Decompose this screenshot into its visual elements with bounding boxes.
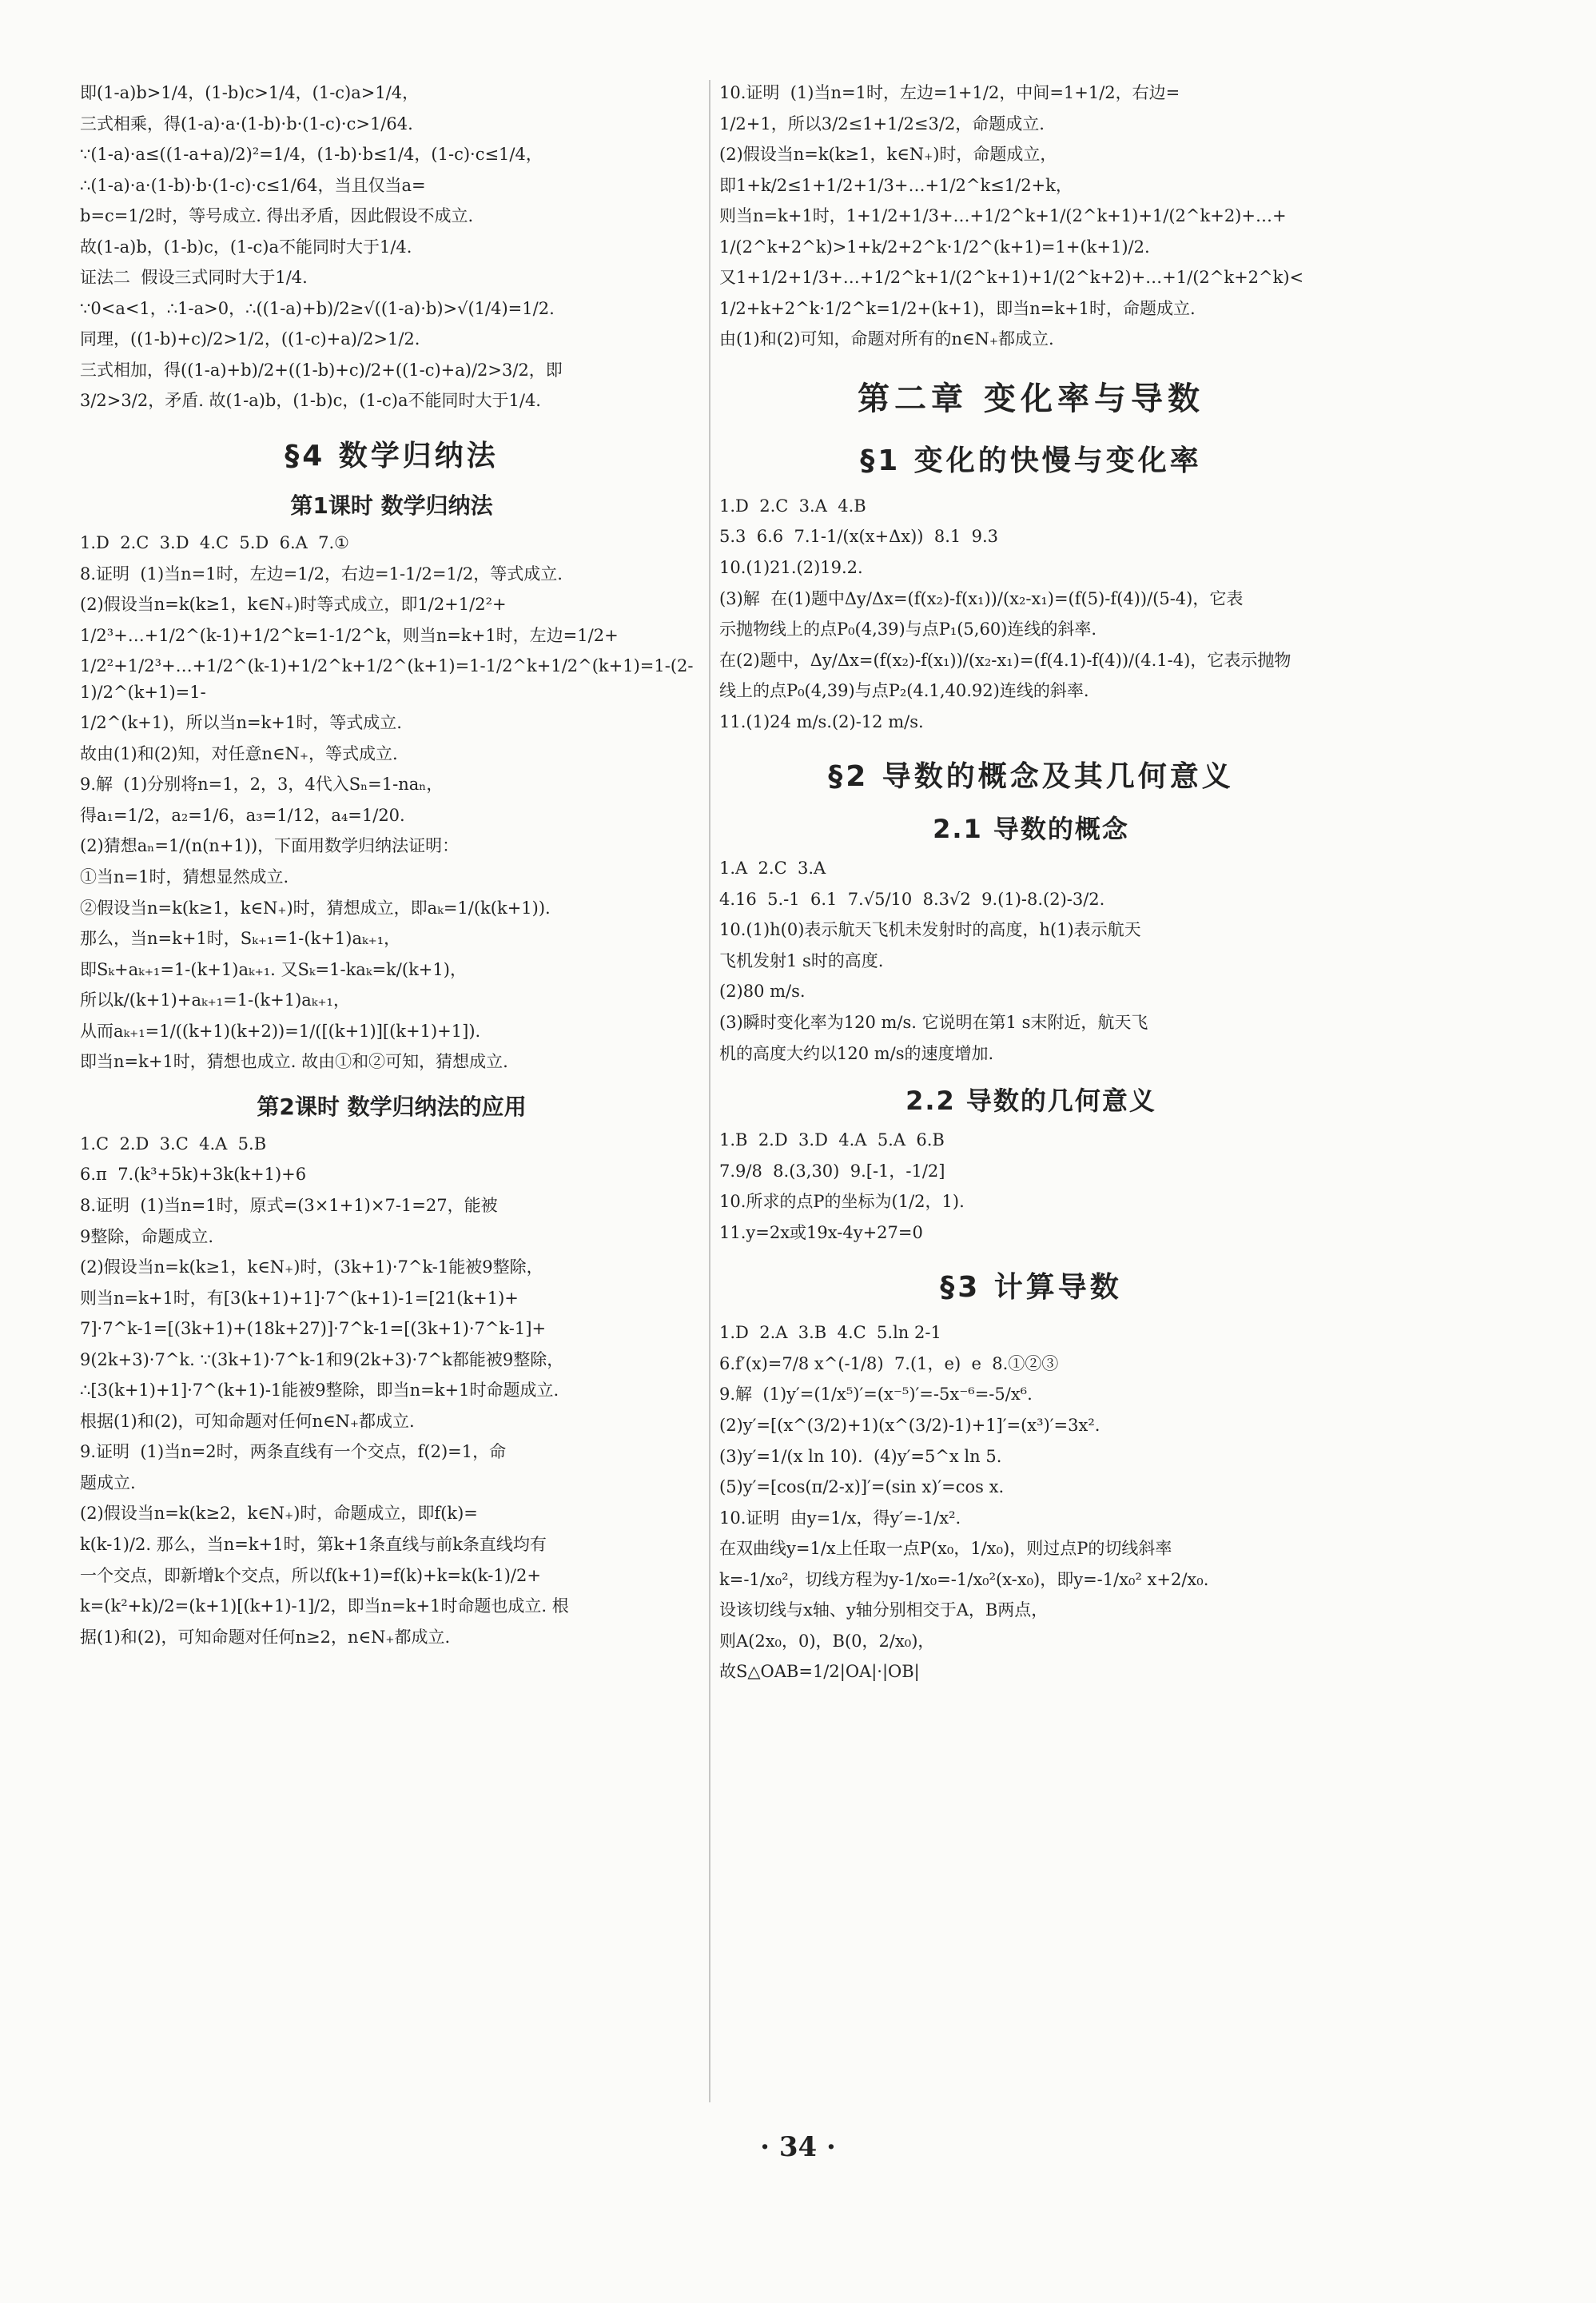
text-line: 设该切线与x轴、y轴分别相交于A，B两点， [719, 1600, 1049, 1620]
text-line: ∵0<a<1，∴1-a>0，∴((1-a)+b)/2≥√((1-a)·b)>√(1/4)=1/2. [80, 298, 555, 318]
subsection-heading: 2.2 导数的几何意义 [905, 1086, 1156, 1117]
text-line: 1/2³+…+1/2^(k-1)+1/2^k=1-1/2^k，则当n=k+1时，左边=1/2+ [80, 625, 619, 645]
text-line: 1.D 2.C 3.D 4.C 5.D 6.A 7.① [80, 533, 349, 553]
text-line: 6.π 7.(k³+5k)+3k(k+1)+6 [80, 1165, 307, 1185]
text-line: 在(2)题中，Δy/Δx=(f(x₂)-f(x₁))/(x₂-x₁)=(f(4.1)-f(4))/(4.1-4)，它表示抛物 [719, 650, 1292, 670]
text-line: k=-1/x₀²，切线方程为y-1/x₀=-1/x₀²(x-x₀)，即y=-1/x₀² x+2/x₀. [719, 1569, 1209, 1589]
text-line: 1.B 2.D 3.D 4.A 5.A 6.B [719, 1130, 945, 1150]
text-line: 1/2^(k+1)，所以当n=k+1时，等式成立. [80, 713, 402, 733]
text-line: 1.C 2.D 3.C 4.A 5.B [80, 1134, 267, 1153]
text-line: 即1+k/2≤1+1/2+1/3+…+1/2^k≤1/2+k， [719, 175, 1073, 195]
text-line: 1.A 2.C 3.A [719, 859, 826, 879]
text-line: 那么，当n=k+1时，Sₖ₊₁=1-(k+1)aₖ₊₁， [80, 929, 401, 949]
text-line: 7.9/8 8.(3,30) 9.[-1，-1/2] [719, 1161, 945, 1181]
chapter-heading: 第二章 变化率与导数 [858, 380, 1204, 417]
text-line: 1/2+k+2^k·1/2^k=1/2+(k+1)，即当n=k+1时，命题成立. [719, 298, 1196, 318]
text-line: 10.证明 由y=1/x，得y′=-1/x². [719, 1508, 961, 1528]
text-line: 故S△OAB=1/2|OA|·|OB| [719, 1662, 920, 1682]
text-line: k(k-1)/2. 那么，当n=k+1时，第k+1条直线与前k条直线均有 [80, 1534, 547, 1554]
text-line: 三式相加，得((1-a)+b)/2+((1-b)+c)/2+((1-c)+a)/2>3/2，即 [80, 360, 563, 380]
text-line: 11.y=2x或19x-4y+27=0 [719, 1222, 923, 1242]
text-line: 8.证明 (1)当n=1时，原式=(3×1+1)×7-1=27，能被 [80, 1195, 498, 1215]
text-line: (3)y′=1/(x ln 10). (4)y′=5^x ln 5. [719, 1446, 1002, 1466]
text-line: (2)假设当n=k(k≥1，k∈N₊)时等式成立，即1/2+1/2²+ [80, 595, 507, 615]
text-line: 4.16 5.-1 6.1 7.√5/10 8.3√2 9.(1)-8.(2)-3/2. [719, 889, 1105, 909]
section-heading: §2 导数的概念及其几何意义 [828, 760, 1234, 794]
text-line: 题成立. [80, 1472, 136, 1492]
text-line: 又1+1/2+1/3+…+1/2^k+1/(2^k+1)+1/(2^k+2)+…+1/(2^k+2^k)< [719, 268, 1304, 288]
text-line: 11.(1)24 m/s.(2)-12 m/s. [719, 711, 924, 731]
text-line: ∴[3(k+1)+1]·7^(k+1)-1能被9整除，即当n=k+1时命题成立. [80, 1381, 559, 1401]
text-line: (2)y′=[(x^(3/2)+1)(x^(3/2)-1)+1]′=(x³)′=3x². [719, 1415, 1100, 1435]
text-line: 三式相乘，得(1-a)·a·(1-b)·b·(1-c)·c>1/64. [80, 114, 413, 133]
text-line: 由(1)和(2)可知，命题对所有的n∈N₊都成立. [719, 329, 1054, 349]
text-line: ∵(1-a)·a≤((1-a+a)/2)²=1/4，(1-b)·b≤1/4，(1-c)·c≤1/4， [80, 145, 543, 165]
text-line: 7]·7^k-1=[(3k+1)+(18k+27)]·7^k-1=[(3k+1)·7^k-1]+ [80, 1319, 547, 1339]
text-line: (2)假设当n=k(k≥2，k∈N₊)时，命题成立，即f(k)= [80, 1504, 478, 1524]
text-line: 9.解 (1)分别将n=1，2，3，4代入Sₙ=1-naₙ， [80, 775, 444, 795]
text-line: 10.所求的点P的坐标为(1/2，1). [719, 1192, 965, 1212]
right-column [719, 80, 1343, 1690]
text-line: 9.证明 (1)当n=2时，两条直线有一个交点，f(2)=1，命 [80, 1442, 507, 1462]
text-line: ∴(1-a)·a·(1-b)·b·(1-c)·c≤1/64，当且仅当a= [80, 175, 426, 195]
text-line: 飞机发射1 s时的高度. [719, 950, 884, 970]
text-line: ①当n=1时，猜想显然成立. [80, 867, 289, 887]
text-line: ②假设当n=k(k≥1，k∈N₊)时，猜想成立，即aₖ=1/(k(k+1)). [80, 898, 551, 918]
text-line: 即Sₖ+aₖ₊₁=1-(k+1)aₖ₊₁. 又Sₖ=1-kaₖ=k/(k+1)， [80, 959, 467, 979]
text-line: 1.D 2.A 3.B 4.C 5.ln 2-1 [719, 1323, 941, 1343]
text-line: (3)瞬时变化率为120 m/s. 它说明在第1 s末附近，航天飞 [719, 1013, 1148, 1033]
text-line: 6.f′(x)=7/8 x^(-1/8) 7.(1，e) e 8.①②③ [719, 1353, 1059, 1373]
text-line: 证法二 假设三式同时大于1/4. [80, 268, 308, 288]
text-line: 根据(1)和(2)，可知命题对任何n∈N₊都成立. [80, 1411, 415, 1431]
text-line: 则A(2x₀，0)，B(0，2/x₀)， [719, 1631, 935, 1651]
text-line: 示抛物线上的点P₀(4,39)与点P₁(5,60)连线的斜率. [719, 620, 1097, 640]
text-line: 1/(2^k+2^k)>1+k/2+2^k·1/2^(k+1)=1+(k+1)/2. [719, 237, 1150, 257]
subsection-heading: 2.1 导数的概念 [933, 814, 1129, 845]
text-line: 3/2>3/2，矛盾. 故(1-a)b，(1-b)c，(1-c)a不能同时大于1/4. [80, 391, 541, 411]
lesson-heading: 第2课时 数学归纳法的应用 [257, 1093, 527, 1120]
text-line: (2)猜想aₙ=1/(n(n+1))，下面用数学归纳法证明： [80, 836, 460, 856]
text-line: b=c=1/2时，等号成立. 得出矛盾，因此假设不成立. [80, 206, 474, 226]
text-line: k=(k²+k)/2=(k+1)[(k+1)-1]/2，即当n=k+1时命题也成立. 根 [80, 1596, 569, 1616]
left-column [80, 80, 703, 1655]
text-line: (2)假设当n=k(k≥1，k∈N₊)时，(3k+1)·7^k-1能被9整除， [80, 1257, 543, 1277]
page-number: · 34 · [760, 2131, 836, 2163]
text-line: 1/2+1，所以3/2≤1+1/2≤3/2，命题成立. [719, 114, 1045, 133]
text-line: 9(2k+3)·7^k. ∵(3k+1)·7^k-1和9(2k+3)·7^k都能被9整除， [80, 1349, 564, 1369]
text-line: (2)80 m/s. [719, 982, 806, 1002]
text-line: 线上的点P₀(4,39)与点P₂(4.1,40.92)连线的斜率. [719, 681, 1089, 701]
text-line: 则当n=k+1时，1+1/2+1/3+…+1/2^k+1/(2^k+1)+1/(2^k+2)+…+ [719, 206, 1287, 226]
text-line: 所以k/(k+1)+aₖ₊₁=1-(k+1)aₖ₊₁， [80, 990, 350, 1010]
section-heading: §3 计算导数 [940, 1271, 1122, 1305]
text-line: 据(1)和(2)，可知命题对任何n≥2，n∈N₊都成立. [80, 1627, 451, 1647]
text-line: 10.(1)h(0)表示航天飞机未发射时的高度，h(1)表示航天 [719, 920, 1141, 940]
text-line: (3)解 在(1)题中Δy/Δx=(f(x₂)-f(x₁))/(x₂-x₁)=(f(5)-f(4))/(5-4)，它表 [719, 588, 1244, 608]
text-line: 从而aₖ₊₁=1/((k+1)(k+2))=1/([(k+1)][(k+1)+1]). [80, 1021, 481, 1041]
text-line: 在双曲线y=1/x上任取一点P(x₀，1/x₀)，则过点P的切线斜率 [719, 1539, 1172, 1559]
text-line: 故(1-a)b，(1-b)c，(1-c)a不能同时大于1/4. [80, 237, 412, 257]
text-line: 8.证明 (1)当n=1时，左边=1/2，右边=1-1/2=1/2，等式成立. [80, 564, 563, 584]
section-heading: §4 数学归纳法 [285, 440, 499, 473]
text-line: 1/2²+1/2³+…+1/2^(k-1)+1/2^k+1/2^(k+1)=1-1/2^k+1/2^(k+1)=1-(2-1)/2^(k+1)=1- [80, 656, 694, 702]
text-line: (5)y′=[cos(π/2-x)]′=(sin x)′=cos x. [719, 1477, 1005, 1497]
text-line: 一个交点，即新增k个交点，所以f(k+1)=f(k)+k=k(k-1)/2+ [80, 1565, 541, 1585]
text-line: 5.3 6.6 7.1-1/(x(x+Δx)) 8.1 9.3 [719, 527, 998, 547]
text-line: 9整除，命题成立. [80, 1226, 214, 1246]
text-line: (2)假设当n=k(k≥1，k∈N₊)时，命题成立， [719, 145, 1057, 165]
text-line: 故由(1)和(2)知，对任意n∈N₊，等式成立. [80, 743, 398, 763]
text-line: 同理，((1-b)+c)/2>1/2，((1-c)+a)/2>1/2. [80, 329, 420, 349]
lesson-heading: 第1课时 数学归纳法 [290, 492, 493, 520]
text-line: 10.证明 (1)当n=1时，左边=1+1/2，中间=1+1/2，右边= [719, 83, 1180, 102]
text-line: 9.解 (1)y′=(1/x⁵)′=(x⁻⁵)′=-5x⁻⁶=-5/x⁶. [719, 1385, 1033, 1405]
text-line: 10.(1)21.(2)19.2. [719, 558, 863, 578]
text-line: 则当n=k+1时，有[3(k+1)+1]·7^(k+1)-1=[21(k+1)+ [80, 1288, 519, 1308]
column-divider [709, 80, 710, 2102]
text-line: 即(1-a)b>1/4，(1-b)c>1/4，(1-c)a>1/4， [80, 83, 420, 102]
text-line: 得a₁=1/2，a₂=1/6，a₃=1/12，a₄=1/20. [80, 805, 405, 825]
text-line: 1.D 2.C 3.A 4.B [719, 496, 866, 516]
text-line: 机的高度大约以120 m/s的速度增加. [719, 1043, 994, 1063]
text-line: 即当n=k+1时，猜想也成立. 故由①和②可知，猜想成立. [80, 1052, 508, 1072]
section-heading: §1 变化的快慢与变化率 [860, 444, 1202, 477]
